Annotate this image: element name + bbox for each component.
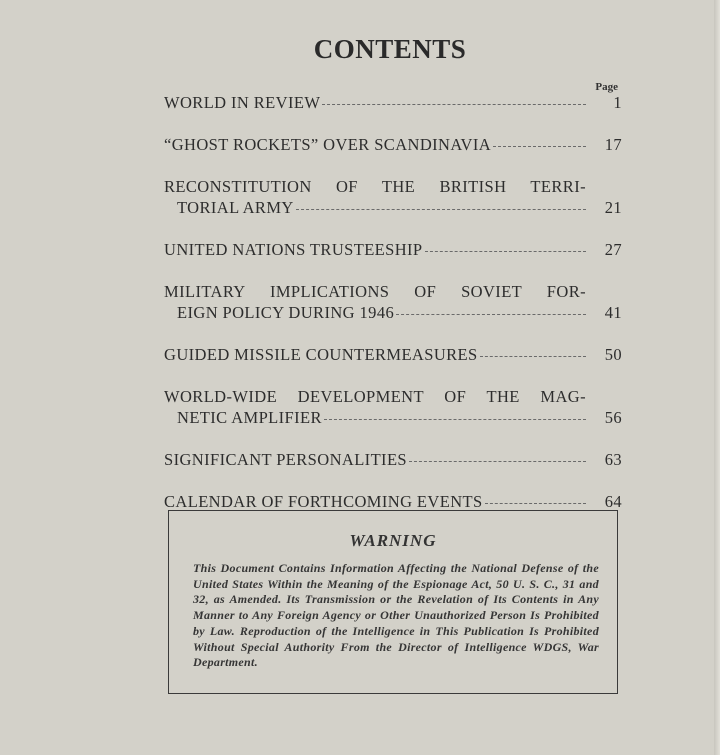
leader-dots <box>324 419 586 420</box>
toc-entry-guided-missile <box>164 344 622 365</box>
page-title: CONTENTS <box>313 34 467 64</box>
toc-entry-title: CALENDAR OF FORTHCOMING EVENTS <box>164 492 483 511</box>
page-column-label: Page <box>595 81 618 93</box>
toc-entry-world-in-review <box>164 92 622 113</box>
toc-entry-page: 1 <box>613 93 622 112</box>
toc-entry-ghost-rockets <box>164 134 622 155</box>
leader-dots <box>409 461 586 462</box>
toc-entry-title-line1: MILITARY IMPLICATIONS OF SOVIET FOR- <box>164 282 586 301</box>
toc-entry-page: 41 <box>604 303 622 322</box>
toc-entry-title: UNITED NATIONS TRUSTEESHIP <box>164 240 423 259</box>
toc-entry-title-line2: TORIAL ARMY <box>177 198 294 217</box>
warning-box <box>168 510 618 694</box>
leader-dots <box>480 356 586 357</box>
toc-entry-page: 50 <box>604 345 622 364</box>
toc-entry-title-line1: WORLD-WIDE DEVELOPMENT OF THE MAG- <box>164 387 586 406</box>
toc-entry-magnetic-amplifier <box>164 386 622 428</box>
warning-text: This Document Contains Information Affecting the National Defense of the United States Within the Meaning of the Espionage Act, 50 U. S. C., 31 and 32, as Amended. Its Transmission or the Revelation of Its Contents in Any Manner to Any Foreign Agency or Other Unauthorized Person Is Prohibited by Law. Reproduction of the Intelligence in This Publication Is Prohibited Without Special Authority From the Director of Intelligence WDGS, War Department. <box>193 561 599 670</box>
leader-dots <box>485 503 586 504</box>
toc-entry-title: “GHOST ROCKETS” OVER SCANDINAVIA <box>164 135 492 154</box>
leader-dots <box>322 104 586 105</box>
leader-dots <box>296 209 586 210</box>
toc-entry-british-territorial-army <box>164 176 622 218</box>
warning-title: WARNING <box>349 531 437 550</box>
toc-entry-page: 21 <box>604 198 622 217</box>
toc-entry-page: 63 <box>604 450 622 469</box>
toc-entry-title-line2: NETIC AMPLIFIER <box>177 408 322 427</box>
page-edge <box>714 0 720 755</box>
toc-entry-un-trusteeship <box>164 239 622 260</box>
toc-entry-title: GUIDED MISSILE COUNTERMEASURES <box>164 345 478 364</box>
toc-entry-title-line2: EIGN POLICY DURING 1946 <box>177 303 395 322</box>
toc-entry-soviet-foreign-policy <box>164 281 622 323</box>
toc-entry-title-line1: RECONSTITUTION OF THE BRITISH TERRI- <box>164 177 586 196</box>
toc-entry-page: 17 <box>604 135 622 154</box>
leader-dots <box>493 146 586 147</box>
toc-entry-title: SIGNIFICANT PERSONALITIES <box>164 450 407 469</box>
toc-entry-calendar-events <box>164 491 622 512</box>
table-of-contents <box>164 92 622 533</box>
leader-dots <box>396 314 586 315</box>
toc-entry-page: 27 <box>604 240 622 259</box>
toc-entry-significant-personalities <box>164 449 622 470</box>
toc-entry-title: WORLD IN REVIEW <box>164 93 321 112</box>
toc-entry-page: 56 <box>604 408 622 427</box>
toc-entry-page: 64 <box>604 492 622 511</box>
leader-dots <box>425 251 586 252</box>
